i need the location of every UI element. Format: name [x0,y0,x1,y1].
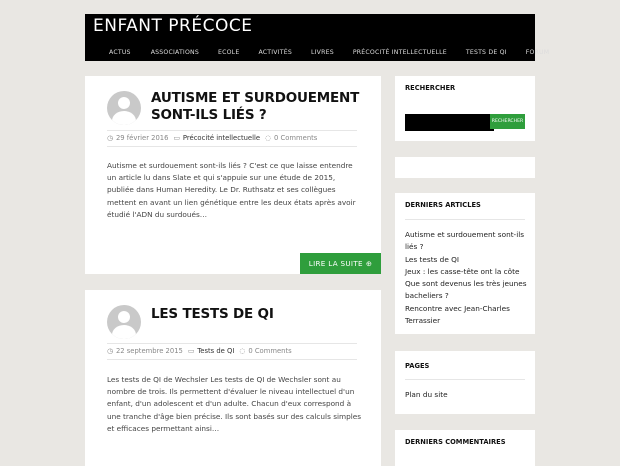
widget-title: DERNIERS ARTICLES [405,201,481,209]
post-category[interactable]: Tests de QI [197,347,235,355]
divider [405,379,525,380]
comment-icon: ◌ [239,347,246,355]
author-avatar [107,91,141,125]
post-title[interactable]: LES TESTS DE QI [151,306,274,322]
folder-icon: ▭ [187,347,195,355]
search-input[interactable] [405,114,494,131]
nav-item-tests-qi[interactable]: TESTS DE QI [465,49,507,56]
clock-icon: ◷ [107,347,113,355]
nav-item-forum[interactable]: FORUM [525,49,550,56]
folder-icon: ▭ [173,134,180,142]
recent-post-link[interactable]: Que sont devenus les très jeunes bacheliers ? [405,279,527,301]
post-card [85,290,381,466]
post-title[interactable]: AUTISME ET SURDOUEMENT SONT-ILS LIÉS ? [151,90,360,123]
recent-post-link[interactable]: Autisme et surdouement sont-ils liés ? [405,230,525,252]
recent-post-link[interactable]: Les tests de QI [405,255,460,264]
pages-widget [395,351,535,414]
post-date: 29 février 2016 [115,134,169,142]
post-meta [107,344,357,358]
post-excerpt: Les tests de QI de Wechsler Les tests de QI de Wechsler sont au nombre de trois. Ils permettent d'évaluer le niveau intellectuel d'un enfant, d'un adolescent et d'un adulte. Chacun d'eux correspond à une tranche d'âge bien précise. Ils sont basés sur des calculs simples et efficaces permettant ainsi… [107,375,362,433]
nav-item-precocite[interactable]: PRÉCOCITÉ INTELLECTUELLE [352,49,447,56]
site-title[interactable]: ENFANT PRÉCOCE [93,16,253,36]
divider [405,219,525,220]
page-link[interactable]: Plan du site [405,390,448,399]
widget-title: RECHERCHER [405,84,456,92]
nav-item-activites[interactable]: ACTIVITÉS [258,49,292,56]
search-widget [395,76,535,141]
recent-comments-widget [395,430,535,466]
widget-title: PAGES [405,362,430,370]
nav-item-associations[interactable]: ASSOCIATIONS [150,49,199,56]
comment-icon: ◌ [265,134,272,142]
arrow-circle-icon: ⊕ [365,259,373,268]
search-button[interactable]: RECHERCHER [490,114,525,129]
post-comments[interactable]: 0 Comments [248,347,292,355]
site-header [85,14,550,61]
nav-item-ecole[interactable]: ECOLE [217,49,240,56]
post-card [85,76,381,274]
nav-item-livres[interactable]: LIVRES [310,49,334,56]
clock-icon: ◷ [107,134,113,142]
read-more-button[interactable] [300,253,381,274]
post-meta [107,131,357,145]
post-date: 22 septembre 2015 [115,347,183,355]
post-comments[interactable]: 0 Comments [274,134,318,142]
read-more-label: LIRE LA SUITE [308,259,363,268]
empty-widget [395,157,535,178]
post-excerpt: Autisme et surdouement sont-ils liés ? C'est ce que laisse entendre un article lu dans Slate et qui s'appuie sur une étude de 2015, publiée dans Human Heredity. Le Dr. Ruthsatz et ses collègues mettent en avant un lien génétique entre les deux états après avoir étudié l'ADN du surdoués… [107,161,356,219]
post-category[interactable]: Précocité intellectuelle [182,134,261,142]
recent-post-link[interactable]: Rencontre avec Jean-Charles Terrassier [405,304,510,326]
nav-item-actus[interactable]: ACTUS [109,49,131,56]
widget-title: DERNIERS COMMENTAIRES [405,438,506,446]
recent-post-link[interactable]: Jeux : les casse-tête ont la côte [405,267,520,276]
divider [107,146,357,147]
main-nav [85,44,550,61]
author-avatar [107,305,141,339]
divider [107,359,357,360]
recent-posts-widget [395,193,535,334]
